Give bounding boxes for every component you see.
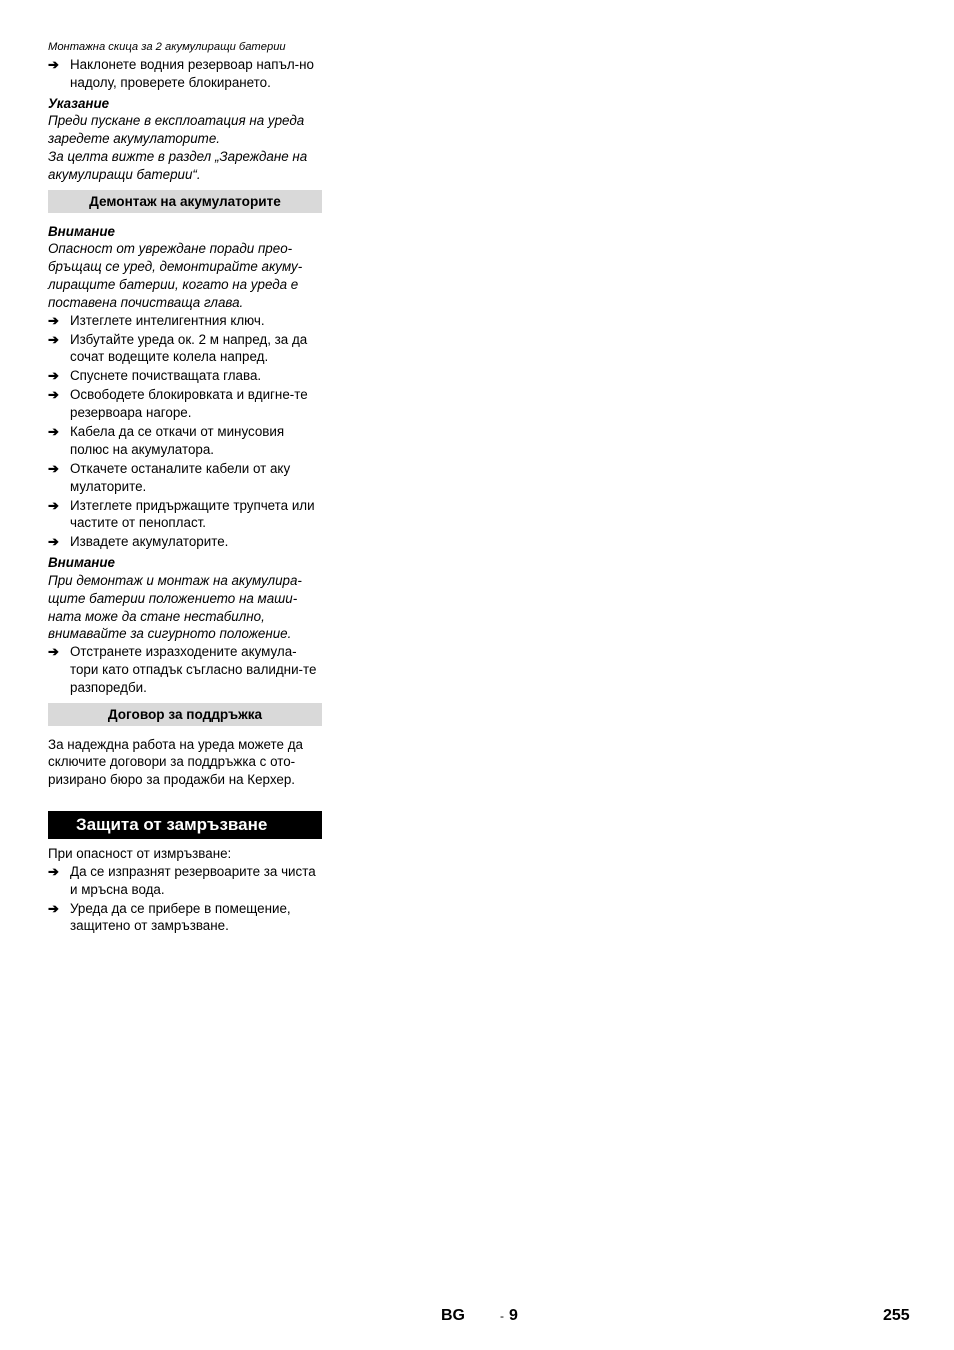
footer-language-code: BG	[441, 1307, 465, 1324]
warning-text: Опасност от увреждане поради прео-бръщащ се уред, демонтирайте акуму-лиращите батерии, когато на уреда е поставена почистваща глава.	[48, 241, 303, 310]
text-column	[48, 40, 322, 936]
maintenance-text: За надеждна работа на уреда можете да сключите договори за поддръжка с ото-ризирано бюро за продажби на Керхер.	[48, 736, 303, 788]
arrow-right-icon: ➔	[48, 460, 59, 476]
section-heading-maintenance-contract: Договор за поддръжка	[48, 703, 322, 726]
warning-text: При демонтаж и монтаж на акумулира-щите батерии положението на маши-ната може да стане нестабилно, внимавайте за сигурното положение.	[48, 573, 302, 642]
step-text: Да се изпразнят резервоарите за чиста и мръсна вода.	[70, 863, 316, 897]
arrow-right-icon: ➔	[48, 863, 59, 879]
instruction-step	[48, 423, 322, 459]
step-text: Изтеглете интелигентния ключ.	[70, 312, 265, 328]
arrow-right-icon: ➔	[48, 331, 59, 347]
footer-section-page: 9	[509, 1307, 518, 1324]
arrow-right-icon: ➔	[48, 497, 59, 513]
step-text: Уреда да се прибере в помещение, защитено от замръзване.	[70, 900, 291, 934]
arrow-right-icon: ➔	[48, 424, 59, 440]
note-title: Указание	[48, 95, 110, 111]
step-text: Изтеглете придържащите трупчета или частите от пенопласт.	[70, 497, 315, 531]
note-text: За целта вижте в раздел „Зареждане на акумулиращи батерии“.	[48, 148, 308, 182]
chapter-heading-frost-protection: Защита от замръзване	[48, 811, 322, 839]
section-heading-battery-removal: Демонтаж на акумулаторите	[48, 190, 322, 213]
figure-caption: Монтажна скица за 2 акумулиращи батерии	[48, 41, 286, 53]
warning-title: Внимание	[48, 555, 116, 571]
arrow-right-icon: ➔	[48, 534, 59, 550]
instruction-step	[48, 386, 322, 422]
instruction-step	[48, 497, 322, 533]
instruction-step	[48, 312, 322, 330]
step-text: Откачете останалите кабели от аку мулаторите.	[70, 460, 291, 494]
arrow-right-icon: ➔	[48, 644, 59, 660]
arrow-right-icon: ➔	[48, 312, 59, 328]
arrow-right-icon: ➔	[48, 57, 59, 72]
step-text: Избутайте уреда ок. 2 м напред, за да сочат водещите колела напред.	[70, 331, 308, 365]
step-text: Освободете блокировката и вдигне-те резервоара нагоре.	[70, 387, 308, 421]
warning-title: Внимание	[48, 223, 116, 239]
step-text: Отстранете изразходените акумула-тори като отпадък съгласно валидни-те разпоредби.	[70, 644, 317, 695]
instruction-step	[48, 533, 322, 551]
instruction-step	[48, 460, 322, 496]
note-text: Преди пускане в експлоатация на уреда заредете акумулаторите.	[48, 113, 305, 147]
footer-separator: -	[500, 1309, 504, 1323]
instruction-step	[48, 331, 322, 367]
chapter-intro: При опасност от измръзване:	[48, 846, 232, 861]
instruction-step	[48, 56, 322, 92]
step-text: Кабела да се откачи от минусовия полюс на акумулатора.	[70, 424, 285, 457]
instruction-step	[48, 367, 322, 385]
arrow-right-icon: ➔	[48, 387, 59, 403]
step-text: Извадете акумулаторите.	[70, 534, 229, 550]
instruction-step	[48, 900, 322, 936]
arrow-right-icon: ➔	[48, 900, 59, 916]
step-text: Спуснете почистващата глава.	[70, 368, 262, 384]
step-text: Наклонете водния резервоар напъл-но надолу, проверете блокирането.	[70, 57, 314, 90]
instruction-step	[48, 643, 322, 696]
footer-page-number: 255	[883, 1307, 910, 1324]
instruction-step	[48, 863, 322, 899]
arrow-right-icon: ➔	[48, 368, 59, 384]
